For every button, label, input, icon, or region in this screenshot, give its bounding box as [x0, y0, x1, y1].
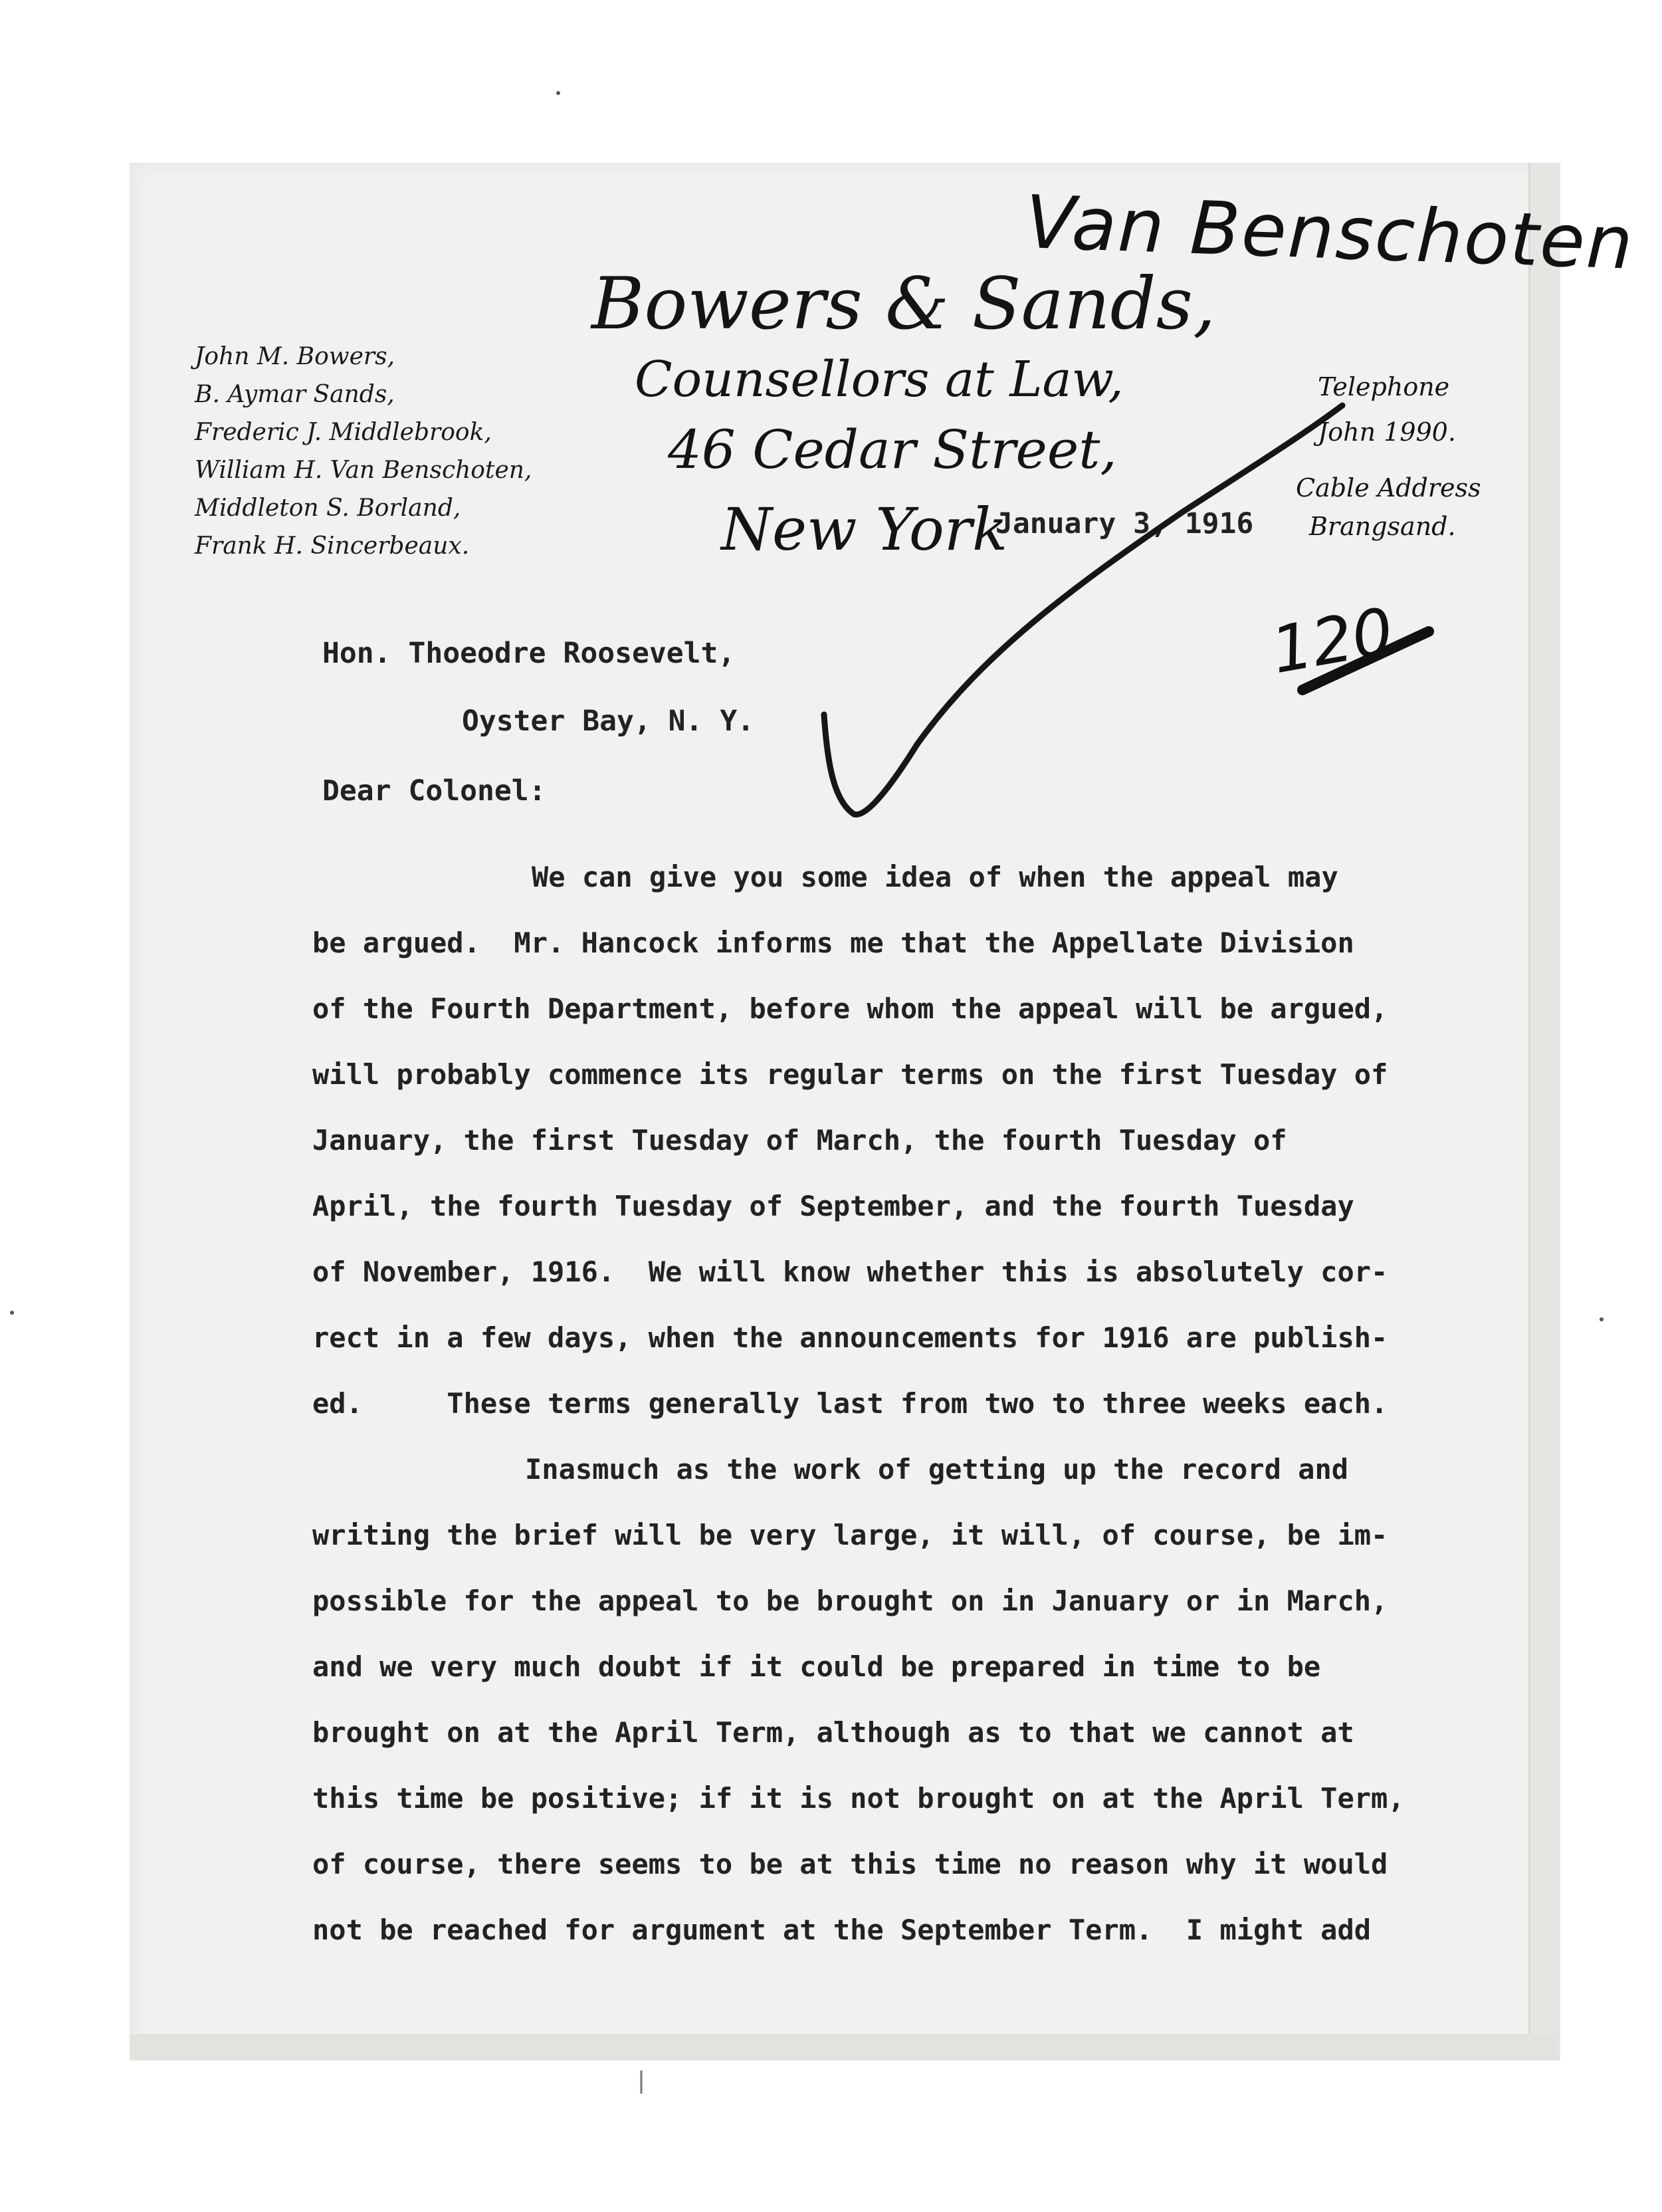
cable-address-value: Brangsand. [1309, 512, 1456, 541]
partner-list [195, 338, 532, 565]
page-edge-right [1528, 163, 1560, 2060]
body-line: of course, there seems to be at this time no reason why it would [312, 1848, 1388, 1880]
body-line: will probably commence its regular terms on the first Tuesday of [312, 1058, 1388, 1091]
recipient-name: Hon. Thoeodre Roosevelt, [322, 637, 736, 670]
firm-name: Bowers & Sands, [591, 263, 1216, 346]
cable-address-label: Cable Address [1296, 473, 1481, 502]
partner-name: William H. Van Benschoten, [195, 457, 532, 484]
firm-street-address: 46 Cedar Street, [668, 419, 1117, 481]
body-line: We can give you some idea of when the appeal may [532, 861, 1338, 893]
body-line: April, the fourth Tuesday of September, and the fourth Tuesday [312, 1190, 1354, 1222]
body-line: ed. These terms generally last from two to three weeks each. [312, 1387, 1388, 1420]
body-line: and we very much doubt if it could be prepared in time to be [312, 1650, 1321, 1683]
greeting: Dear Colonel: [322, 774, 546, 808]
firm-subtitle: Counsellors at Law, [635, 351, 1124, 408]
body-line: of November, 1916. We will know whether this is absolutely cor- [312, 1256, 1388, 1288]
telephone-label: Telephone [1318, 372, 1450, 401]
body-line: not be reached for argument at the September Term. I might add [312, 1914, 1372, 1946]
telephone-value: John 1990. [1318, 417, 1456, 447]
body-line: of the Fourth Department, before whom the appeal will be argued, [312, 992, 1388, 1025]
page-edge-bottom [130, 2034, 1558, 2060]
body-line: be argued. Mr. Hancock informs me that the Appellate Division [312, 927, 1354, 959]
handwritten-name: Van Benschoten [1023, 179, 1635, 286]
letter-date: January 3, 1916 [995, 507, 1254, 540]
partner-name: Frederic J. Middlebrook, [195, 419, 492, 446]
partner-name: Frank H. Sincerbeaux. [195, 532, 470, 560]
handwritten-number: 120 [1266, 594, 1399, 689]
body-line: possible for the appeal to be brought on in January or in March, [312, 1585, 1388, 1617]
partner-name: John M. Bowers, [195, 343, 395, 370]
body-line: rect in a few days, when the announcements for 1916 are publish- [312, 1321, 1388, 1354]
partner-name: B. Aymar Sands, [195, 381, 395, 408]
body-line: writing the brief will be very large, it will, of course, be im- [312, 1519, 1388, 1551]
body-line: Inasmuch as the work of getting up the record and [525, 1453, 1349, 1486]
body-line: brought on at the April Term, although as to that we cannot at [312, 1716, 1354, 1749]
partner-name: Middleton S. Borland, [195, 495, 461, 522]
recipient-address: Oyster Bay, N. Y. [462, 705, 755, 738]
firm-city: New York [721, 495, 1008, 564]
paper-speck [556, 91, 560, 95]
letter-body [312, 844, 1405, 1963]
paper-speck [1600, 1317, 1604, 1321]
body-line: this time be positive; if it is not brought on at the April Term, [312, 1782, 1405, 1815]
body-line: January, the first Tuesday of March, the fourth Tuesday of [312, 1124, 1287, 1157]
paper-speck [10, 1311, 14, 1315]
